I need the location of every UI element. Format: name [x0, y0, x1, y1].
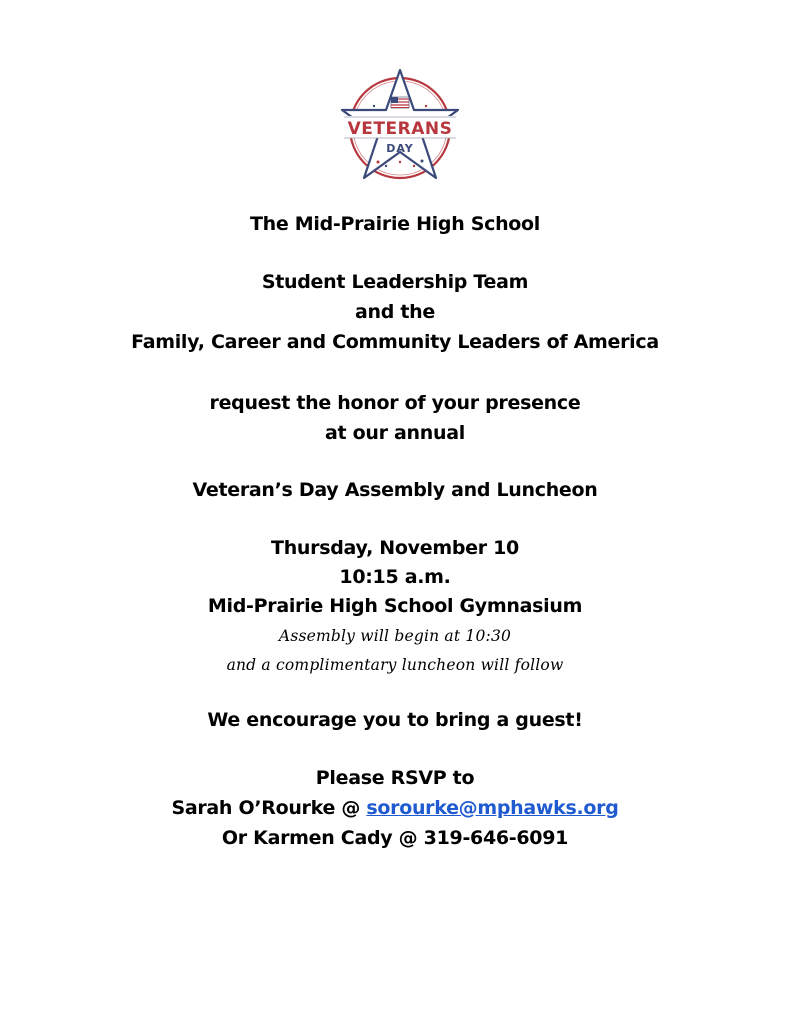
luncheon-note: and a complimentary luncheon will follow: [226, 656, 564, 674]
rsvp-heading: Please RSVP to: [315, 767, 475, 789]
host-school-line: The Mid-Prairie High School: [249, 213, 541, 235]
event-location: Mid-Prairie High School Gymnasium: [207, 595, 583, 617]
logo-text-veterans: VETERANS: [347, 119, 453, 139]
organization-line-1: Student Leadership Team: [261, 271, 529, 293]
event-time: 10:15 a.m.: [339, 566, 451, 588]
event-name: Veteran’s Day Assembly and Luncheon: [192, 479, 598, 501]
request-line-2: at our annual: [325, 422, 465, 444]
veterans-day-logo: [334, 66, 466, 184]
rsvp-email-link[interactable]: sorourke@mphawks.org: [366, 797, 619, 819]
star-flag-emblem-icon: [334, 66, 466, 184]
request-line-1: request the honor of your presence: [209, 392, 581, 414]
rsvp-contact-1-name: Sarah O’Rourke @: [171, 797, 367, 819]
conjunction-line: and the: [355, 301, 435, 323]
guest-line: We encourage you to bring a guest!: [207, 709, 583, 731]
event-date: Thursday, November 10: [271, 537, 519, 559]
logo-text-day: DAY: [386, 142, 414, 155]
assembly-note: Assembly will begin at 10:30: [278, 627, 512, 645]
organization-line-2: Family, Career and Community Leaders of America: [131, 331, 659, 353]
rsvp-contact-1: [0, 796, 790, 820]
rsvp-contact-2: Or Karmen Cady @ 319-646-6091: [221, 827, 569, 849]
